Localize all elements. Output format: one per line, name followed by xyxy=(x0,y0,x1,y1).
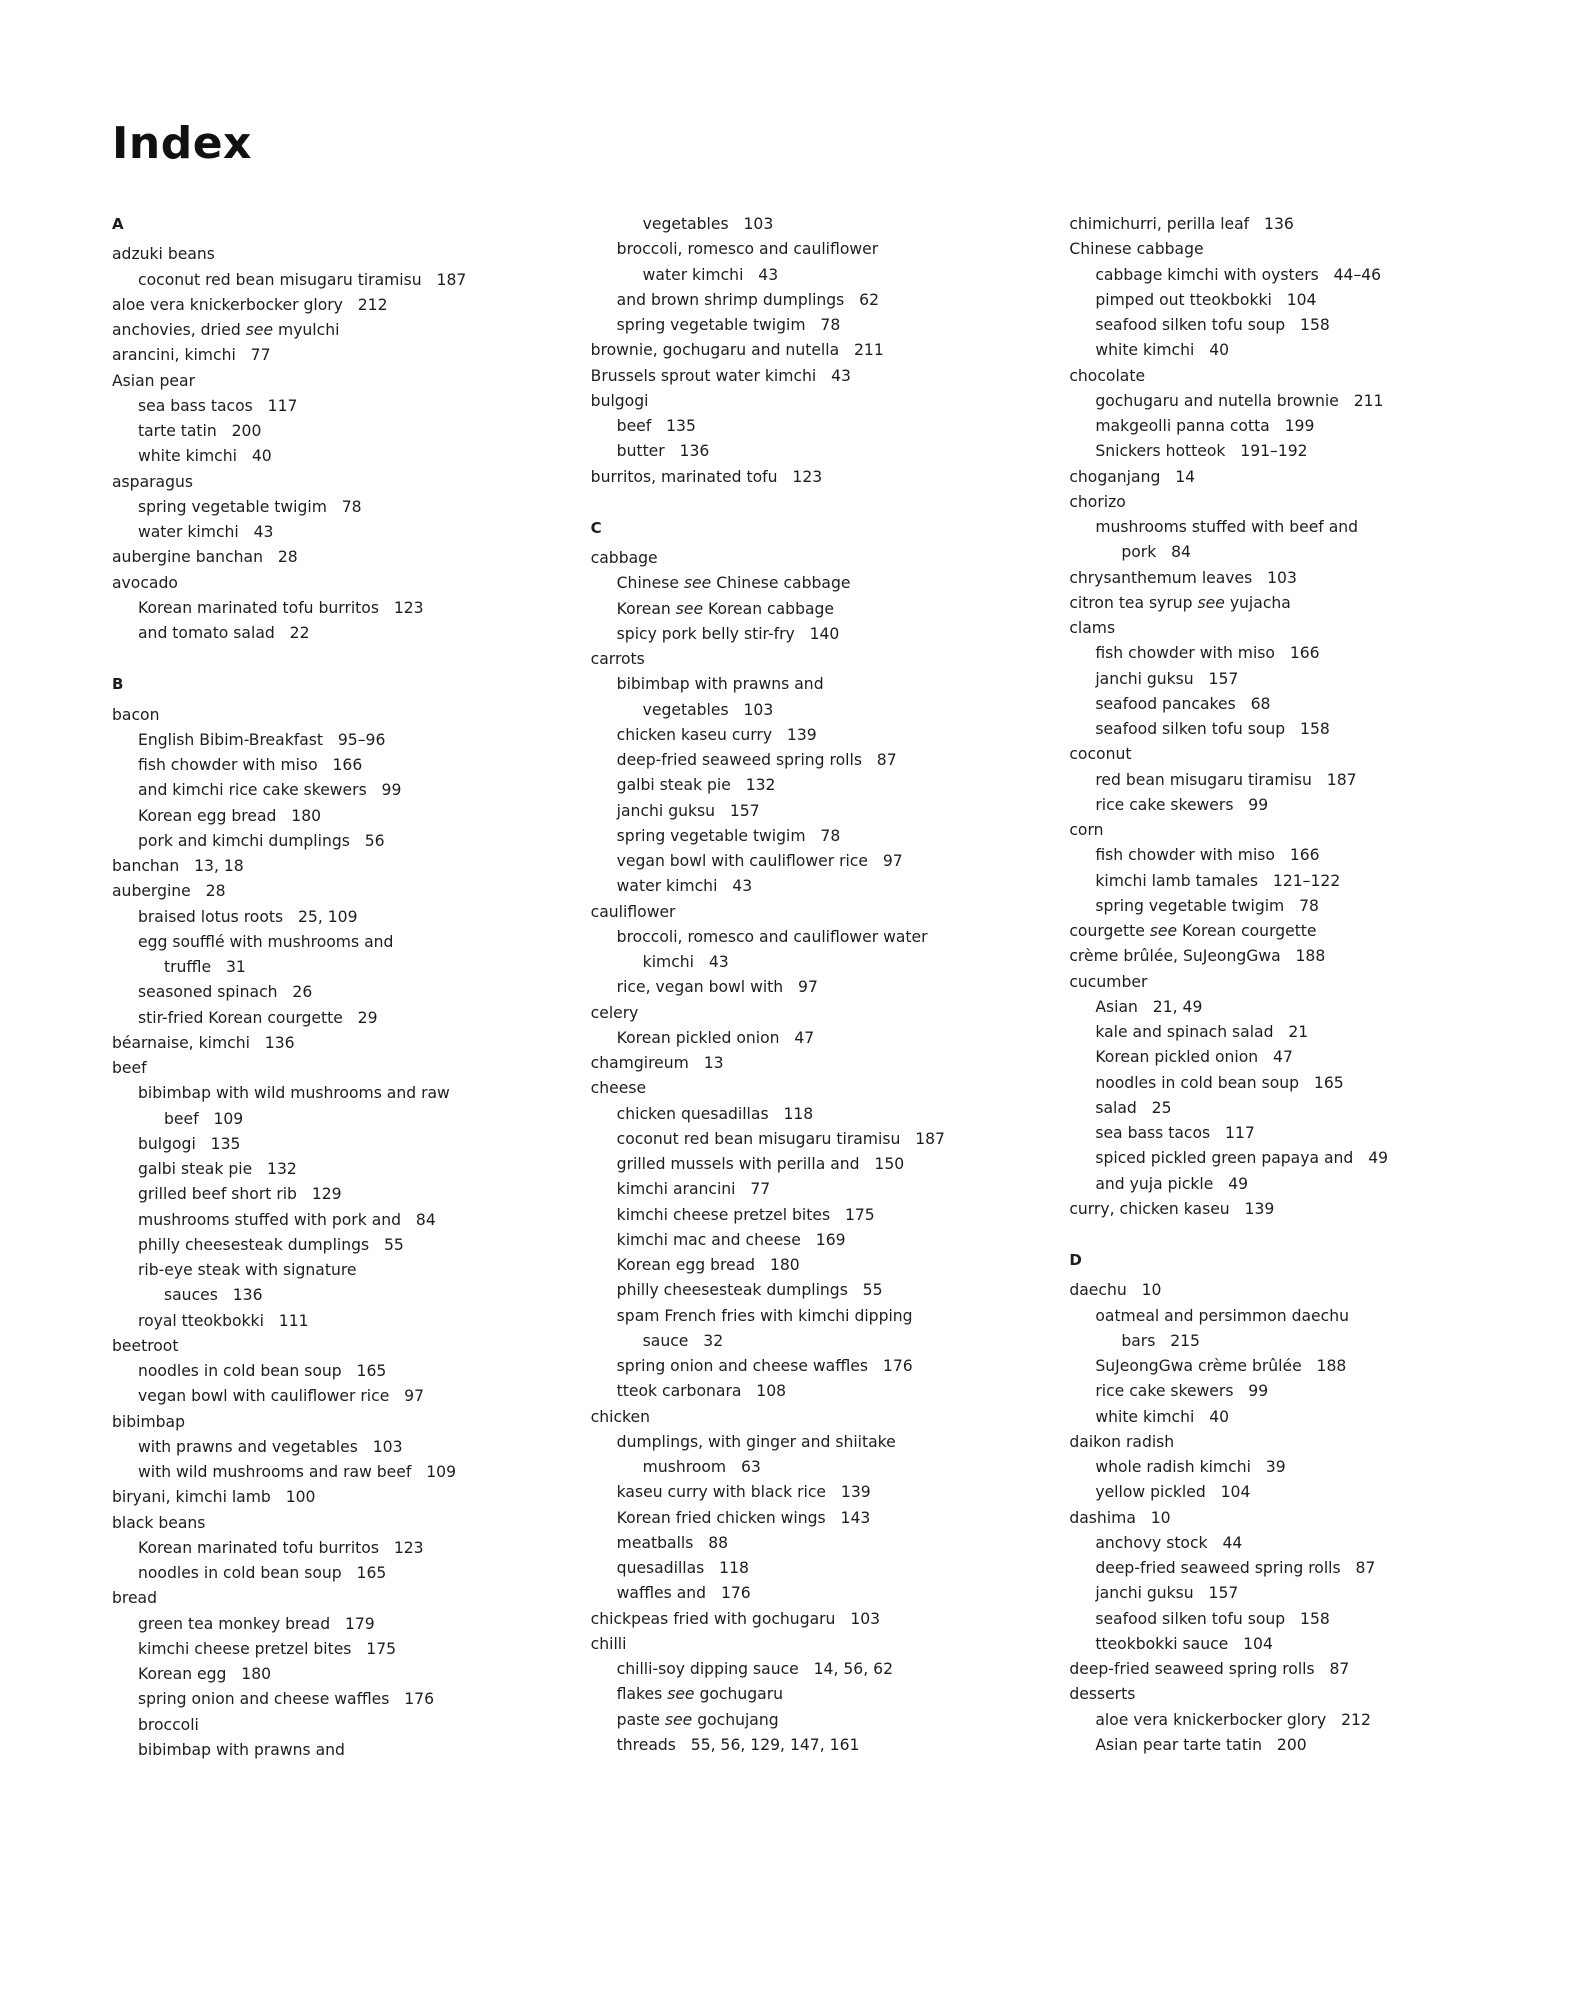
index-entry: kimchi lamb tamales 121–122 xyxy=(1095,871,1341,890)
index-entry: bibimbap with prawns and xyxy=(138,1740,345,1759)
index-entry: quesadillas 118 xyxy=(616,1559,749,1578)
index-entry: noodles in cold bean soup 165 xyxy=(138,1564,387,1583)
index-entry: aloe vera knickerbocker glory 212 xyxy=(1095,1710,1371,1729)
index-entry: mushrooms stuffed with pork and 84 xyxy=(138,1210,436,1229)
index-entry: kaseu curry with black rice 139 xyxy=(616,1483,871,1502)
index-entry: Korean egg bread 180 xyxy=(138,806,322,825)
index-entry: brownie, gochugaru and nutella 211 xyxy=(590,341,884,360)
index-entry: bulgogi 135 xyxy=(138,1134,241,1153)
index-entry: chimichurri, perilla leaf 136 xyxy=(1069,215,1294,233)
index-entry: white kimchi 40 xyxy=(138,447,272,466)
index-entry: bacon xyxy=(112,705,160,724)
index-entry: pimped out tteokbokki 104 xyxy=(1095,290,1317,309)
index-letter-heading: C xyxy=(590,518,603,537)
index-entry: adzuki beans xyxy=(112,245,215,264)
index-entry: and kimchi rice cake skewers 99 xyxy=(138,781,402,800)
index-entry: rice cake skewers 99 xyxy=(1095,795,1269,814)
index-entry: spring vegetable twigim 78 xyxy=(138,497,362,516)
index-entry: aubergine 28 xyxy=(112,882,226,901)
index-entry: cheese xyxy=(590,1079,647,1098)
index-entry: mushrooms stuffed with beef and xyxy=(1095,518,1359,536)
index-entry: pork 84 xyxy=(1121,543,1191,562)
index-entry: cauliflower xyxy=(590,902,676,921)
index-entry: English Bibim-Breakfast 95–96 xyxy=(138,730,386,749)
index-entry: tteokbokki sauce 104 xyxy=(1095,1634,1273,1653)
index-entry: spiced pickled green papaya and 49 xyxy=(1095,1149,1389,1168)
index-entry: rice, vegan bowl with 97 xyxy=(616,978,818,997)
index-entry: bars 215 xyxy=(1121,1331,1200,1350)
index-entry: dashima 10 xyxy=(1069,1508,1171,1527)
index-entry: beetroot xyxy=(112,1336,179,1355)
index-entry: water kimchi 43 xyxy=(616,877,753,896)
index-entry: grilled mussels with perilla and 150 xyxy=(616,1155,905,1174)
index-entry: galbi steak pie 132 xyxy=(138,1160,297,1179)
index-entry: spring vegetable twigim 78 xyxy=(616,316,841,334)
column-2 xyxy=(591,212,1024,1763)
index-entry: vegan bowl with cauliflower rice 97 xyxy=(138,1387,425,1406)
index-entry: with wild mushrooms and raw beef 109 xyxy=(138,1463,456,1482)
column-1 xyxy=(112,212,545,1763)
index-entry: with prawns and vegetables 103 xyxy=(138,1437,403,1456)
index-entry: rib-eye steak with signature xyxy=(138,1261,357,1280)
index-entry: vegan bowl with cauliflower rice 97 xyxy=(616,852,903,871)
index-entry: gochugaru and nutella brownie 211 xyxy=(1095,391,1384,410)
index-entry: cucumber xyxy=(1069,972,1148,991)
index-entry: Chinese cabbage xyxy=(1069,240,1204,259)
index-entry: bulgogi xyxy=(590,391,649,410)
index-entry: chorizo xyxy=(1069,492,1126,511)
index-entry: daechu 10 xyxy=(1069,1281,1162,1300)
index-entry: fish chowder with miso 166 xyxy=(138,756,363,775)
index-entry: janchi guksu 157 xyxy=(1095,669,1239,688)
index-entry: Brussels sprout water kimchi 43 xyxy=(590,366,851,385)
index-entry: burritos, marinated tofu 123 xyxy=(590,467,823,486)
index-entry: cabbage kimchi with oysters 44–46 xyxy=(1095,265,1382,284)
index-entry: water kimchi 43 xyxy=(642,265,779,284)
index-entry: salad 25 xyxy=(1095,1098,1172,1117)
index-entry: deep-fried seaweed spring rolls 87 xyxy=(1095,1559,1376,1578)
index-entry: tteok carbonara 108 xyxy=(616,1382,787,1401)
index-letter-heading: A xyxy=(112,215,125,233)
index-entry: red bean misugaru tiramisu 187 xyxy=(1095,770,1357,789)
index-entry: rice cake skewers 99 xyxy=(1095,1382,1269,1401)
index-entry: bibimbap with wild mushrooms and raw xyxy=(138,1084,450,1103)
index-entry: noodles in cold bean soup 165 xyxy=(138,1362,387,1381)
index-entry: royal tteokbokki 111 xyxy=(138,1311,309,1330)
index-entry: chocolate xyxy=(1069,366,1146,385)
index-entry: and yuja pickle 49 xyxy=(1095,1174,1249,1193)
index-entry: bread xyxy=(112,1589,158,1608)
index-entry: dumplings, with ginger and shiitake xyxy=(616,1432,896,1451)
index-entry: sea bass tacos 117 xyxy=(138,396,298,415)
index-entry: green tea monkey bread 179 xyxy=(138,1614,375,1633)
index-entry: beef 109 xyxy=(164,1109,244,1128)
index-entry: janchi guksu 157 xyxy=(616,801,760,820)
index-entry: Korean egg bread 180 xyxy=(616,1256,800,1275)
index-entry: bibimbap xyxy=(112,1412,186,1431)
index-entry: pork and kimchi dumplings 56 xyxy=(138,831,385,850)
index-entry: spring onion and cheese waffles 176 xyxy=(138,1690,434,1709)
index-entry: chilli xyxy=(590,1634,627,1653)
index-entry: vegetables 103 xyxy=(642,700,774,719)
index-entry: waffles and 176 xyxy=(616,1584,751,1603)
index-entry: sauce 32 xyxy=(642,1331,724,1350)
index-entry: seasoned spinach 26 xyxy=(138,983,313,1002)
page-title: Index xyxy=(112,118,252,169)
index-entry: aubergine banchan 28 xyxy=(112,548,298,567)
index-entry: Asian 21, 49 xyxy=(1095,997,1203,1016)
index-entry: sea bass tacos 117 xyxy=(1095,1124,1255,1142)
index-entry: celery xyxy=(590,1003,639,1022)
index-entry: and brown shrimp dumplings 62 xyxy=(616,290,880,309)
index-letter-heading: B xyxy=(112,675,124,694)
index-entry: seafood silken tofu soup 158 xyxy=(1095,1609,1330,1628)
index-entry: chamgireum 13 xyxy=(590,1054,724,1073)
index-entry: beef xyxy=(112,1059,147,1078)
index-entry: deep-fried seaweed spring rolls 87 xyxy=(616,751,897,770)
index-entry: kimchi mac and cheese 169 xyxy=(616,1230,846,1249)
index-entry: Chinese see Chinese cabbage xyxy=(616,574,851,593)
index-entry: paste see gochujang xyxy=(616,1710,779,1729)
index-entry: threads 55, 56, 129, 147, 161 xyxy=(616,1735,860,1754)
index-entry: clams xyxy=(1069,619,1116,637)
index-entry: fish chowder with miso 166 xyxy=(1095,846,1320,865)
index-entry: avocado xyxy=(112,573,178,592)
index-entry: tarte tatin 200 xyxy=(138,422,262,441)
index-entry: béarnaise, kimchi 136 xyxy=(112,1033,295,1052)
index-entry: galbi steak pie 132 xyxy=(616,776,776,795)
index-entry: meatballs 88 xyxy=(616,1533,729,1552)
index-entry: Korean marinated tofu burritos 123 xyxy=(138,1538,424,1557)
index-entry: beef 135 xyxy=(616,417,696,435)
index-entry: water kimchi 43 xyxy=(138,523,274,542)
index-entry: asparagus xyxy=(112,472,194,491)
index-entry: citron tea syrup see yujacha xyxy=(1069,593,1291,612)
index-entry: Korean pickled onion 47 xyxy=(616,1028,815,1047)
index-entry: and tomato salad 22 xyxy=(138,624,310,643)
index-entry: Asian pear xyxy=(112,371,195,390)
index-entry: vegetables 103 xyxy=(642,215,774,233)
index-entry: Korean egg 180 xyxy=(138,1665,272,1684)
index-entry: Korean fried chicken wings 143 xyxy=(616,1508,871,1527)
index-entry: SuJeongGwa crème brûlée 188 xyxy=(1095,1357,1347,1376)
index-entry: Asian pear tarte tatin 200 xyxy=(1095,1735,1307,1754)
index-entry: makgeolli panna cotta 199 xyxy=(1095,417,1315,435)
index-entry: spicy pork belly stir-fry 140 xyxy=(616,624,840,643)
index-entry: Korean pickled onion 47 xyxy=(1095,1048,1293,1067)
index-entry: kimchi cheese pretzel bites 175 xyxy=(616,1205,875,1224)
index-entry: desserts xyxy=(1069,1685,1136,1704)
index-entry: daikon radish xyxy=(1069,1432,1175,1451)
index-entry: chickpeas fried with gochugaru 103 xyxy=(590,1609,881,1628)
index-entry: seafood pancakes 68 xyxy=(1095,694,1271,713)
index-entry: white kimchi 40 xyxy=(1095,341,1230,360)
index-entry: flakes see gochugaru xyxy=(616,1685,783,1704)
index-entry: spring onion and cheese waffles 176 xyxy=(616,1357,913,1376)
index-entry: truffle 31 xyxy=(164,958,246,977)
index-entry: kale and spinach salad 21 xyxy=(1095,1023,1309,1041)
index-entry: kimchi arancini 77 xyxy=(616,1180,771,1199)
index-entry: fish chowder with miso 166 xyxy=(1095,644,1320,663)
index-entry: spring vegetable twigim 78 xyxy=(616,826,841,845)
index-entry: seafood silken tofu soup 158 xyxy=(1095,720,1330,738)
index-entry: sauces 136 xyxy=(164,1286,263,1305)
index-entry: chrysanthemum leaves 103 xyxy=(1069,568,1297,587)
index-entry: seafood silken tofu soup 158 xyxy=(1095,316,1330,334)
index-entry: arancini, kimchi 77 xyxy=(112,346,271,365)
column-3 xyxy=(1069,212,1502,1763)
index-entry: oatmeal and persimmon daechu xyxy=(1095,1306,1349,1325)
index-entry: yellow pickled 104 xyxy=(1095,1483,1251,1502)
index-entry: anchovies, dried see myulchi xyxy=(112,321,340,340)
index-entry: butter 136 xyxy=(616,442,710,461)
index-entry: choganjang 14 xyxy=(1069,467,1196,486)
index-entry: egg soufflé with mushrooms and xyxy=(138,932,394,951)
index-entry: deep-fried seaweed spring rolls 87 xyxy=(1069,1660,1350,1679)
index-entry: carrots xyxy=(590,650,645,669)
index-entry: coconut xyxy=(1069,745,1132,764)
index-entry: cabbage xyxy=(590,549,658,568)
index-entry: spring vegetable twigim 78 xyxy=(1095,896,1319,915)
index-entry: bibimbap with prawns and xyxy=(616,675,824,694)
index-entry: chicken xyxy=(590,1407,650,1426)
index-entry: stir-fried Korean courgette 29 xyxy=(138,1008,378,1027)
index-entry: banchan 13, 18 xyxy=(112,857,244,876)
index-entry: Snickers hotteok 191–192 xyxy=(1095,442,1308,461)
index-entry: chicken quesadillas 118 xyxy=(616,1104,814,1123)
index-entry: curry, chicken kaseu 139 xyxy=(1069,1199,1275,1218)
index-entry: courgette see Korean courgette xyxy=(1069,922,1317,940)
index-entry: corn xyxy=(1069,821,1104,839)
index-entry: crème brûlée, SuJeongGwa 188 xyxy=(1069,947,1326,966)
index-entry: braised lotus roots 25, 109 xyxy=(138,907,358,926)
index-entry: biryani, kimchi lamb 100 xyxy=(112,1488,316,1507)
index-entry: aloe vera knickerbocker glory 212 xyxy=(112,295,388,314)
index-entry: chilli-soy dipping sauce 14, 56, 62 xyxy=(616,1660,893,1679)
index-entry: coconut red bean misugaru tiramisu 187 xyxy=(138,270,467,289)
index-entry: mushroom 63 xyxy=(642,1458,761,1477)
index-entry: broccoli xyxy=(138,1715,199,1734)
index-entry: broccoli, romesco and cauliflower xyxy=(616,240,879,259)
index-entry: whole radish kimchi 39 xyxy=(1095,1458,1286,1477)
index-entry: black beans xyxy=(112,1513,206,1532)
index-entry: kimchi cheese pretzel bites 175 xyxy=(138,1639,397,1658)
index-entry: grilled beef short rib 129 xyxy=(138,1185,342,1204)
index-entry: noodles in cold bean soup 165 xyxy=(1095,1073,1344,1092)
index-entry: chicken kaseu curry 139 xyxy=(616,725,817,744)
index-entry: philly cheesesteak dumplings 55 xyxy=(138,1235,404,1254)
index-entry: broccoli, romesco and cauliflower water xyxy=(616,927,928,946)
index-entry: coconut red bean misugaru tiramisu 187 xyxy=(616,1129,945,1148)
index-entry: white kimchi 40 xyxy=(1095,1407,1230,1426)
index-entry: janchi guksu 157 xyxy=(1095,1584,1239,1603)
index-entry: Korean see Korean cabbage xyxy=(616,599,835,618)
index-entry: spam French fries with kimchi dipping xyxy=(616,1306,913,1325)
index-entry: Korean marinated tofu burritos 123 xyxy=(138,598,424,617)
index-entry: kimchi 43 xyxy=(642,953,729,972)
index-letter-heading: D xyxy=(1069,1251,1083,1269)
index-entry: philly cheesesteak dumplings 55 xyxy=(616,1281,883,1300)
index-entry: anchovy stock 44 xyxy=(1095,1533,1243,1552)
index-columns xyxy=(112,212,1502,1763)
